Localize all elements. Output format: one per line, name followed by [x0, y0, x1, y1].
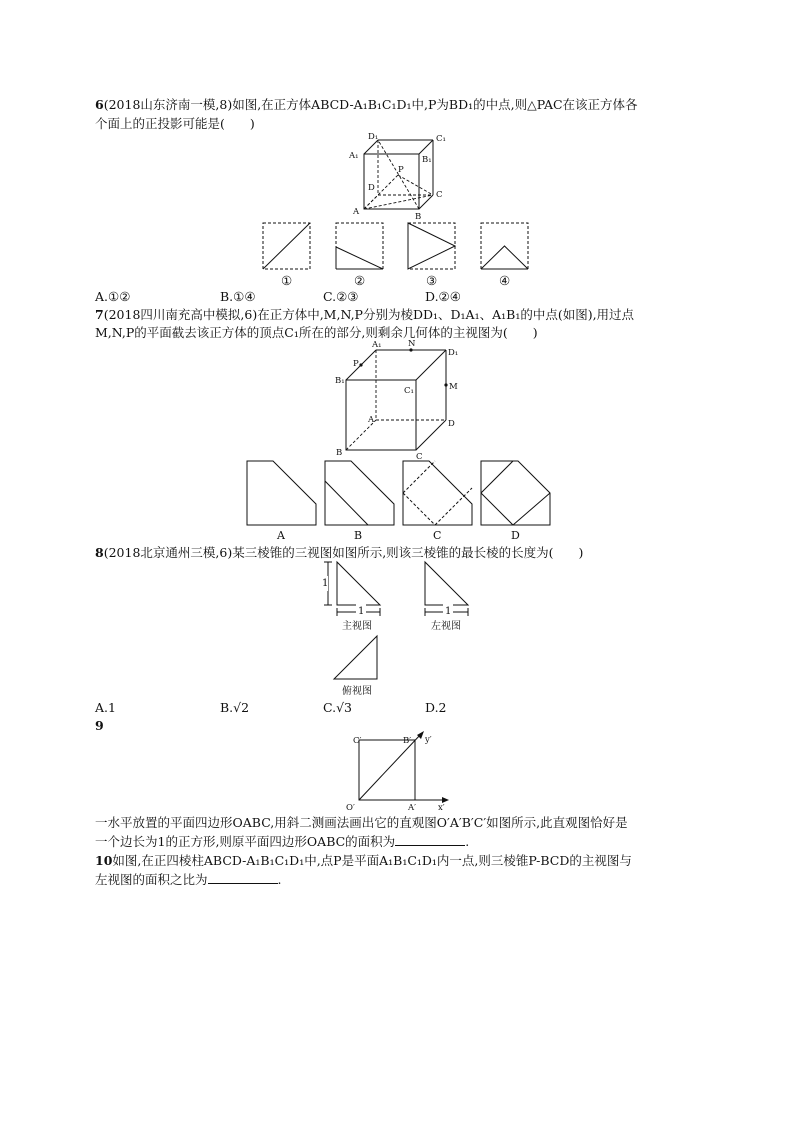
- q7-view-c: [402, 460, 474, 526]
- q10-number: 10: [95, 853, 113, 868]
- q6-view-caption-3: ③: [426, 273, 438, 288]
- q10-text1: 如图,在正四棱柱ABCD-A₁B₁C₁D₁中,点P是平面A₁B₁C₁D₁内一点,则三棱锥P-BCD的主视图与: [112, 853, 632, 868]
- q8-dim-front: 1: [358, 606, 365, 617]
- q6-option-c: C.②③: [323, 289, 359, 304]
- q9-line2: [95, 834, 469, 849]
- q7-text2: M,N,P的平面截去该正方体的顶点C₁所在的部分,则剩余几何体的主视图为( ): [95, 325, 538, 340]
- q7-label-B: B: [336, 448, 343, 458]
- q8-source: (2018北京通州三模,6): [103, 545, 233, 560]
- q8-number: 8: [95, 545, 104, 560]
- q6-line1: [95, 97, 638, 112]
- q6-text1: 如图,在正方体ABCD-A₁B₁C₁D₁中,P为BD₁的中点,则△PAC在该正方体各: [232, 97, 638, 112]
- q6-line2: [95, 116, 255, 131]
- q8-option-c: C.√3: [323, 700, 353, 715]
- q8-front-caption: 主视图: [342, 621, 372, 632]
- q7-cube-figure: [330, 340, 465, 462]
- q7-line2: [95, 325, 538, 340]
- q7-label-N: N: [408, 339, 416, 349]
- q8-line1: [95, 545, 583, 560]
- q9-text2: 一个边长为1的正方形,则原平面四边形OABC的面积为: [95, 834, 396, 849]
- q7-text1: 在正方体中,M,N,P分别为棱DD₁、D₁A₁、A₁B₁的中点(如图),用过点: [257, 307, 635, 322]
- q9-figure: [345, 732, 455, 812]
- q9-label-O: O′: [346, 803, 355, 813]
- q8-side-caption: 左视图: [431, 621, 461, 632]
- q9-label-C: C′: [353, 736, 362, 746]
- q6-option-d: D.②④: [425, 289, 461, 304]
- q7-label-M: M: [449, 382, 458, 392]
- q6-view-caption-1: ①: [281, 273, 293, 288]
- q7-label-C: C: [416, 452, 423, 462]
- q6-view-2: [335, 222, 385, 270]
- q10-line1: [95, 853, 632, 868]
- q8-front-view: [320, 560, 385, 618]
- q6-view-caption-4: ④: [499, 273, 511, 288]
- q8-top-caption: 俯视图: [342, 686, 372, 697]
- q7-label-P: P: [353, 359, 359, 369]
- q6-cube-figure: [340, 132, 450, 222]
- q8-option-a: A.1: [95, 700, 116, 715]
- q6-source: (2018山东济南一模,8): [103, 97, 233, 112]
- q6-label-D: D: [368, 183, 375, 193]
- q7-label-D1: D₁: [448, 348, 459, 358]
- q7-label-B1: B₁: [335, 376, 345, 386]
- q8-top-view: [332, 634, 382, 682]
- q7-label-A1: A₁: [372, 340, 382, 350]
- q6-label-A1: A₁: [349, 151, 359, 161]
- q9-label-A: A′: [408, 803, 417, 813]
- q9-label-B: B′: [403, 736, 412, 746]
- q7-view-d: [480, 460, 552, 526]
- q6-label-C: C: [436, 190, 443, 200]
- q9-label-y: y′: [425, 735, 432, 745]
- q6-label-D1: D₁: [368, 132, 379, 142]
- q6-label-A: A: [353, 207, 360, 217]
- q7-number: 7: [95, 307, 104, 322]
- q9-label-x: x′: [438, 803, 445, 813]
- q10-text2-end: .: [277, 872, 282, 887]
- q8-dim-side: 1: [445, 606, 452, 617]
- q7-view-b: [324, 460, 396, 526]
- q6-option-a: A.①②: [95, 289, 131, 304]
- q6-label-P: P: [398, 165, 404, 175]
- q6-label-C1: C₁: [436, 134, 446, 144]
- q8-dim-vertical: 1: [322, 578, 329, 589]
- q9-line1: 一水平放置的平面四边形OABC,用斜二测画法画出它的直观图O′A′B′C′如图所示,此直观图恰好是: [95, 815, 628, 830]
- q9-text2-end: .: [465, 834, 470, 849]
- q7-label-A: A: [368, 415, 375, 425]
- q8-option-d: D.2: [425, 700, 447, 715]
- q7-option-d: D: [511, 529, 520, 542]
- q9-answer-blank[interactable]: [395, 834, 465, 846]
- q6-view-4: [480, 222, 530, 270]
- q6-view-caption-2: ②: [354, 273, 366, 288]
- q6-label-B1: B₁: [422, 155, 432, 165]
- q10-line2: [95, 872, 282, 887]
- q9-number: 9: [95, 718, 104, 733]
- q7-option-c: C: [433, 529, 442, 542]
- q7-label-C1: C₁: [404, 386, 414, 396]
- q8-option-b: B.√2: [220, 700, 250, 715]
- q10-answer-blank[interactable]: [208, 872, 278, 884]
- q7-label-D: D: [448, 419, 455, 429]
- q6-number: 6: [95, 97, 104, 112]
- q8-text: 某三棱锥的三视图如图所示,则该三棱锥的最长棱的长度为( ): [232, 545, 584, 560]
- q7-option-b: B: [354, 529, 363, 542]
- q10-text2: 左视图的面积之比为: [95, 872, 208, 887]
- q6-text2: 个面上的正投影可能是( ): [95, 116, 255, 131]
- q7-line1: [95, 307, 634, 322]
- q6-label-B: B: [415, 212, 422, 222]
- q7-option-a: A: [277, 529, 285, 542]
- q7-source: (2018四川南充高中模拟,6): [103, 307, 258, 322]
- q6-view-3: [407, 222, 457, 270]
- q6-view-1: [262, 222, 312, 270]
- q6-option-b: B.①④: [220, 289, 256, 304]
- q7-view-a: [246, 460, 318, 526]
